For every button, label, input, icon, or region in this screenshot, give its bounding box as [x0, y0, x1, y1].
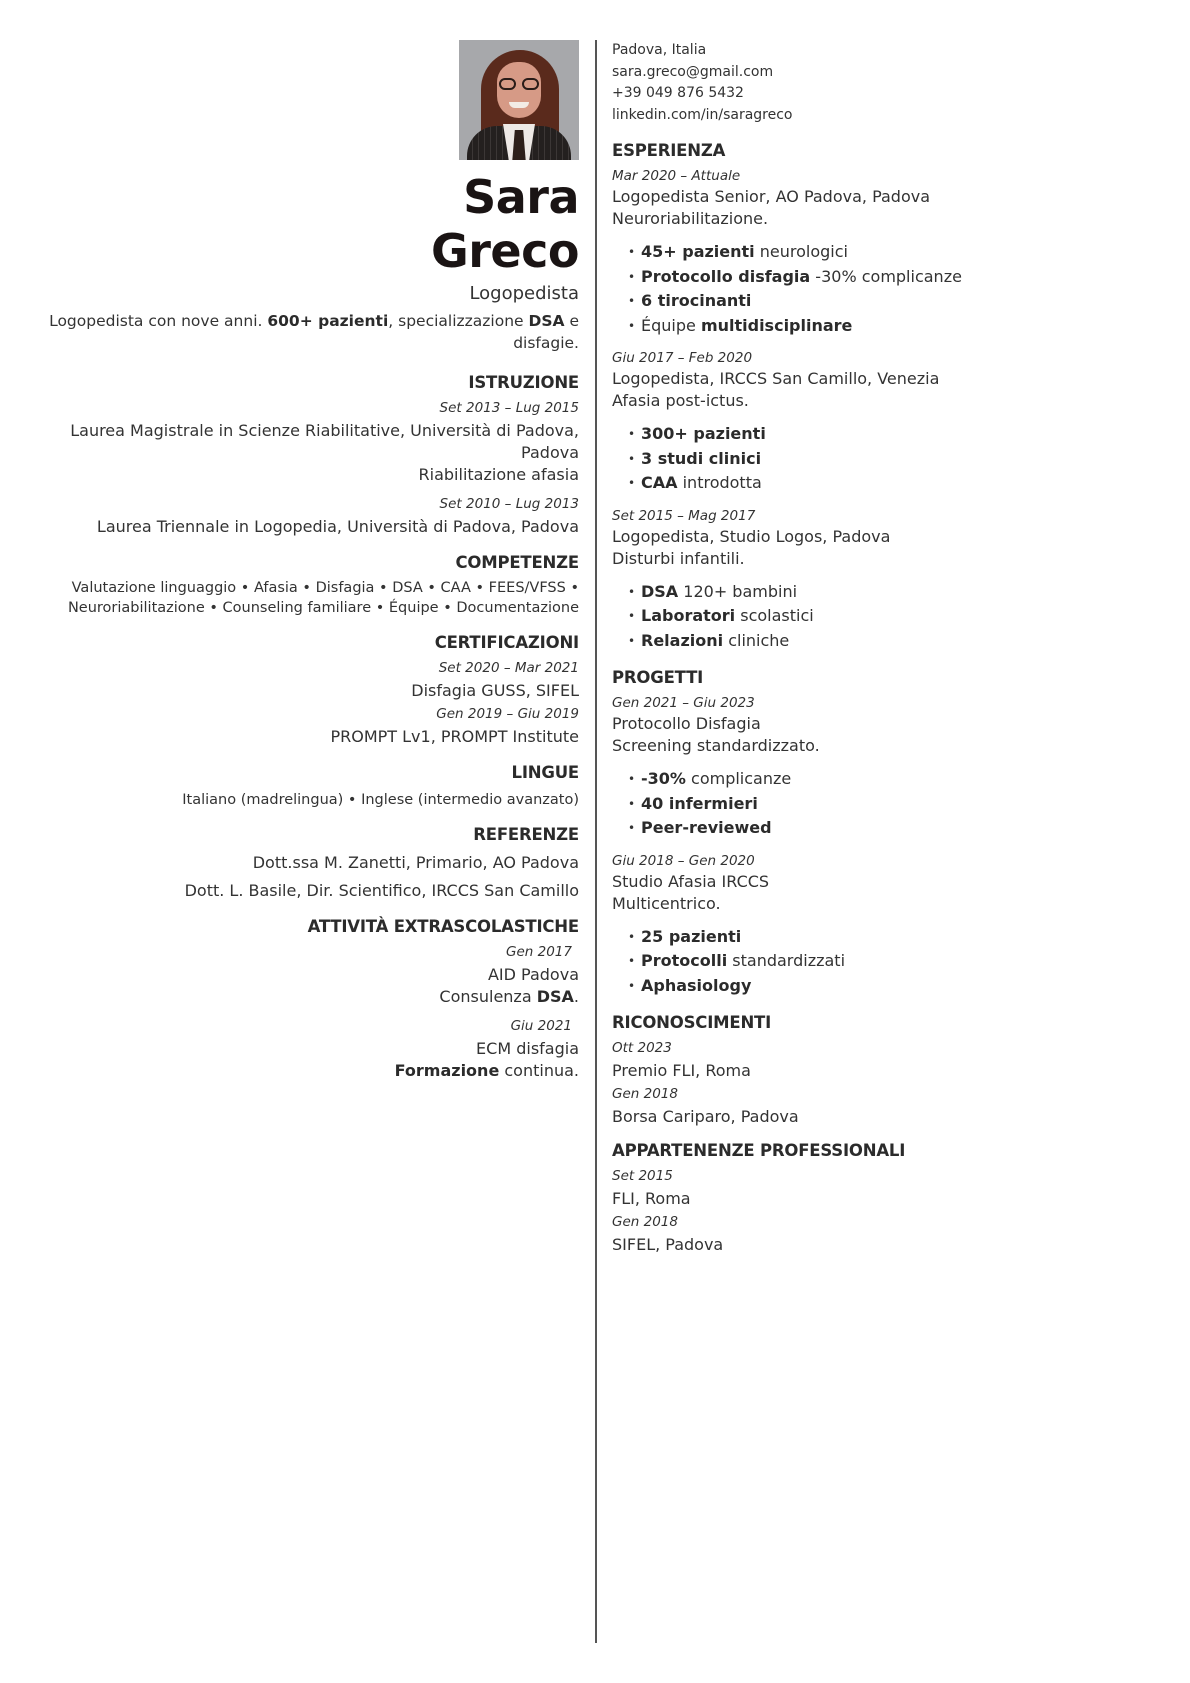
skills-line: Neuroriabilitazione • Counseling familiare • Équipe • Documentazione	[67, 600, 579, 616]
section-heading-awards: RICONOSCIMENTI	[612, 1013, 772, 1032]
project-desc: Screening standardizzato.	[612, 736, 820, 755]
bullet-item: • 300+ pazienti	[628, 422, 1152, 447]
certification-title: PROMPT Lv1, PROMPT Institute	[330, 727, 579, 746]
bullet-item: • CAA introdotta	[628, 471, 1152, 496]
right-column	[612, 40, 1152, 1256]
education-detail: Riabilitazione afasia	[418, 465, 579, 484]
membership-date: Set 2015	[612, 1168, 673, 1184]
job-title: Logopedista	[469, 283, 579, 304]
experience-bullets	[612, 422, 1152, 496]
languages-text: Italiano (madrelingua) • Inglese (intermedio avanzato)	[182, 792, 579, 808]
contact-email[interactable]: sara.greco@gmail.com	[612, 63, 774, 80]
profile-photo	[459, 40, 579, 160]
bullet-item: • Protocolli standardizzati	[628, 949, 1152, 974]
award-title: Premio FLI, Roma	[612, 1061, 751, 1080]
membership-date: Gen 2018	[612, 1214, 678, 1230]
bullet-item: • Laboratori scolastici	[628, 604, 1152, 629]
left-column	[40, 40, 579, 1082]
award-date: Gen 2018	[612, 1086, 678, 1102]
project-date: Giu 2018 – Gen 2020	[612, 852, 755, 869]
experience-entry	[612, 506, 1152, 654]
name-last: Greco	[430, 224, 579, 278]
bullet-item: • Protocollo disfagia -30% complicanze	[628, 265, 1152, 290]
experience-desc: Afasia post-ictus.	[612, 391, 749, 410]
section-heading-skills: COMPETENZE	[455, 553, 579, 572]
reference-item: Dott.ssa M. Zanetti, Primario, AO Padova	[252, 853, 579, 872]
certification-date: Set 2020 – Mar 2021	[438, 660, 579, 676]
extracurricular-date: Gen 2017	[506, 944, 572, 960]
certification-title: Disfagia GUSS, SIFEL	[411, 681, 579, 700]
bullet-item: • 25 pazienti	[628, 925, 1152, 950]
section-heading-projects: PROGETTI	[612, 668, 704, 687]
experience-title: Logopedista, IRCCS San Camillo, Venezia	[612, 369, 940, 388]
experience-date: Set 2015 – Mag 2017	[612, 507, 756, 524]
bullet-item: • 3 studi clinici	[628, 447, 1152, 472]
project-entry	[612, 693, 1152, 841]
experience-entry	[612, 348, 1152, 496]
project-title: Protocollo Disfagia	[612, 714, 761, 733]
experience-bullets	[612, 580, 1152, 654]
section-heading-memberships: APPARTENENZE PROFESSIONALI	[612, 1141, 906, 1160]
section-heading-experience: ESPERIENZA	[612, 141, 726, 160]
extracurricular-desc: Consulenza DSA.	[439, 987, 579, 1006]
bullet-item: • 45+ pazienti neurologici	[628, 240, 1152, 265]
bullet-item: • 6 tirocinanti	[628, 289, 1152, 314]
experience-title: Logopedista, Studio Logos, Padova	[612, 526, 891, 546]
name-first: Sara	[463, 170, 579, 224]
section-heading-languages: LINGUE	[511, 763, 579, 782]
extracurricular-date: Giu 2021	[510, 1018, 572, 1034]
section-heading-certifications: CERTIFICAZIONI	[434, 633, 579, 652]
experience-date: Giu 2017 – Feb 2020	[612, 350, 753, 366]
membership-title: FLI, Roma	[612, 1189, 691, 1208]
section-heading-education: ISTRUZIONE	[468, 373, 579, 392]
certification-date: Gen 2019 – Giu 2019	[436, 706, 579, 722]
column-divider	[595, 40, 597, 1643]
contact-linkedin[interactable]: linkedin.com/in/saragreco	[612, 106, 793, 123]
section-heading-extracurricular: ATTIVITÀ EXTRASCOLASTICHE	[307, 917, 579, 936]
section-heading-references: REFERENZE	[473, 825, 579, 844]
education-title: Laurea Magistrale in Scienze Riabilitative, Università di Padova, Padova	[70, 421, 579, 462]
project-desc: Multicentrico.	[612, 893, 721, 913]
membership-title: SIFEL, Padova	[612, 1235, 724, 1254]
experience-entry	[612, 166, 1152, 338]
contact-location: Padova, Italia	[612, 42, 707, 58]
project-bullets	[612, 767, 1152, 841]
project-title: Studio Afasia IRCCS	[612, 871, 770, 891]
extracurricular-title: ECM disfagia	[476, 1039, 579, 1058]
bullet-item: • Équipe multidisciplinare	[628, 314, 1152, 339]
education-date: Set 2010 – Lug 2013	[439, 496, 579, 512]
education-date: Set 2013 – Lug 2015	[439, 400, 579, 416]
extracurricular-desc: Formazione continua.	[394, 1061, 579, 1080]
award-date: Ott 2023	[612, 1040, 672, 1056]
bullet-item: • -30% complicanze	[628, 767, 1152, 792]
contact-phone[interactable]: +39 049 876 5432	[612, 85, 744, 101]
experience-desc: Disturbi infantili.	[612, 548, 745, 568]
skills-line: Valutazione linguaggio • Afasia • Disfagia • DSA • CAA • FEES/VFSS •	[71, 580, 579, 596]
bullet-item: • DSA 120+ bambini	[628, 580, 1152, 605]
bullet-item: • Peer-reviewed	[628, 816, 1152, 841]
experience-date: Mar 2020 – Attuale	[612, 168, 741, 184]
education-title: Laurea Triennale in Logopedia, Università di Padova, Padova	[96, 517, 579, 536]
extracurricular-title: AID Padova	[487, 965, 579, 984]
bullet-item: • Aphasiology	[628, 974, 1152, 999]
project-entry	[612, 851, 1152, 999]
summary: Logopedista con nove anni. 600+ pazienti, specializzazione DSA e disfagie.	[49, 312, 579, 352]
reference-item: Dott. L. Basile, Dir. Scientifico, IRCCS San Camillo	[184, 881, 579, 900]
experience-desc: Neuroriabilitazione.	[612, 209, 769, 228]
experience-bullets	[612, 240, 1152, 338]
project-bullets	[612, 925, 1152, 999]
award-title: Borsa Cariparo, Padova	[612, 1107, 799, 1126]
experience-title: Logopedista Senior, AO Padova, Padova	[612, 187, 931, 206]
bullet-item: • Relazioni cliniche	[628, 629, 1152, 654]
bullet-item: • 40 infermieri	[628, 792, 1152, 817]
project-date: Gen 2021 – Giu 2023	[612, 695, 755, 711]
